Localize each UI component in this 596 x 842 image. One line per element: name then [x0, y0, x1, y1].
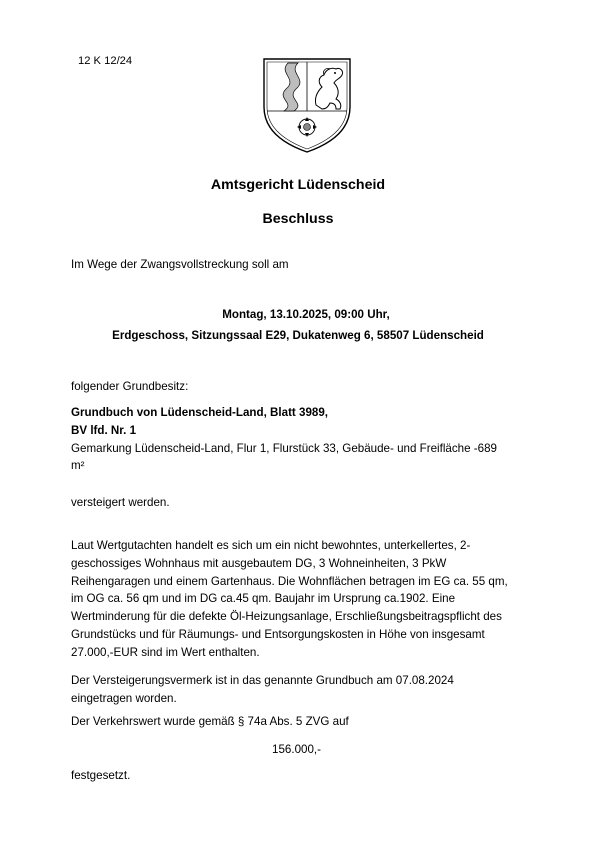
parcel-unit: m² [71, 459, 85, 472]
valuation-closing: festgesetzt. [71, 769, 131, 782]
registration-note [71, 672, 521, 708]
text-line: Laut Wertgutachten handelt es sich um ein nicht bewohntes, unterkellertes, 2- [71, 539, 471, 552]
nrw-coat-of-arms-icon [256, 55, 358, 155]
text-line: Der Versteigerungsvermerk ist in das genannte Grundbuch am 07.08.2024 [71, 674, 454, 687]
appointment-date: Montag, 13.10.2025, 09:00 Uhr, [222, 308, 390, 321]
text-line: im OG ca. 56 qm und im DG ca.45 qm. Baujahr im Ursprung ca.1902. Eine [71, 592, 456, 606]
intro-text: Im Wege der Zwangsvollstreckung soll am [71, 258, 289, 271]
text-line: Wertminderung für die defekte Öl-Heizungsanlage, Erschließungsbeitragspflicht des [71, 610, 502, 624]
auctioned-text: versteigert werden. [71, 496, 170, 509]
court-name: Amtsgericht Lüdenscheid [210, 177, 386, 193]
land-register: Grundbuch von Lüdenscheid-Land, Blatt 3989, [71, 406, 329, 419]
file-number: 12 K 12/24 [78, 55, 133, 67]
text-line: eingetragen worden. [71, 691, 177, 705]
text-line: geschossiges Wohnhaus mit ausgebautem DG, 3 Wohneinheiten, 3 PkW [71, 556, 447, 570]
market-value-amount: 156.000,- [272, 743, 321, 756]
parcel-description: Gemarkung Lüdenscheid-Land, Flur 1, Flurstück 33, Gebäude- und Freifläche -689 [71, 442, 497, 455]
register-item: BV lfd. Nr. 1 [71, 424, 137, 437]
property-lead: folgender Grundbesitz: [71, 380, 189, 393]
appointment-location: Erdgeschoss, Sitzungssaal E29, Dukatenweg 6, 58507 Lüdenscheid [112, 329, 484, 342]
valuation-lead: Der Verkehrswert wurde gemäß § 74a Abs. 5 ZVG auf [71, 715, 349, 728]
valuation-description [71, 537, 521, 662]
text-line: Grundstücks und für Räumungs- und Entsorgungskosten in Höhe von insgesamt [71, 627, 485, 641]
text-line: Reihengaragen und einem Gartenhaus. Die Wohnflächen betragen im EG ca. 55 qm, [71, 574, 508, 588]
document-type: Beschluss [262, 211, 334, 227]
text-line: 27.000,-EUR sind im Wert enthalten. [71, 645, 260, 659]
